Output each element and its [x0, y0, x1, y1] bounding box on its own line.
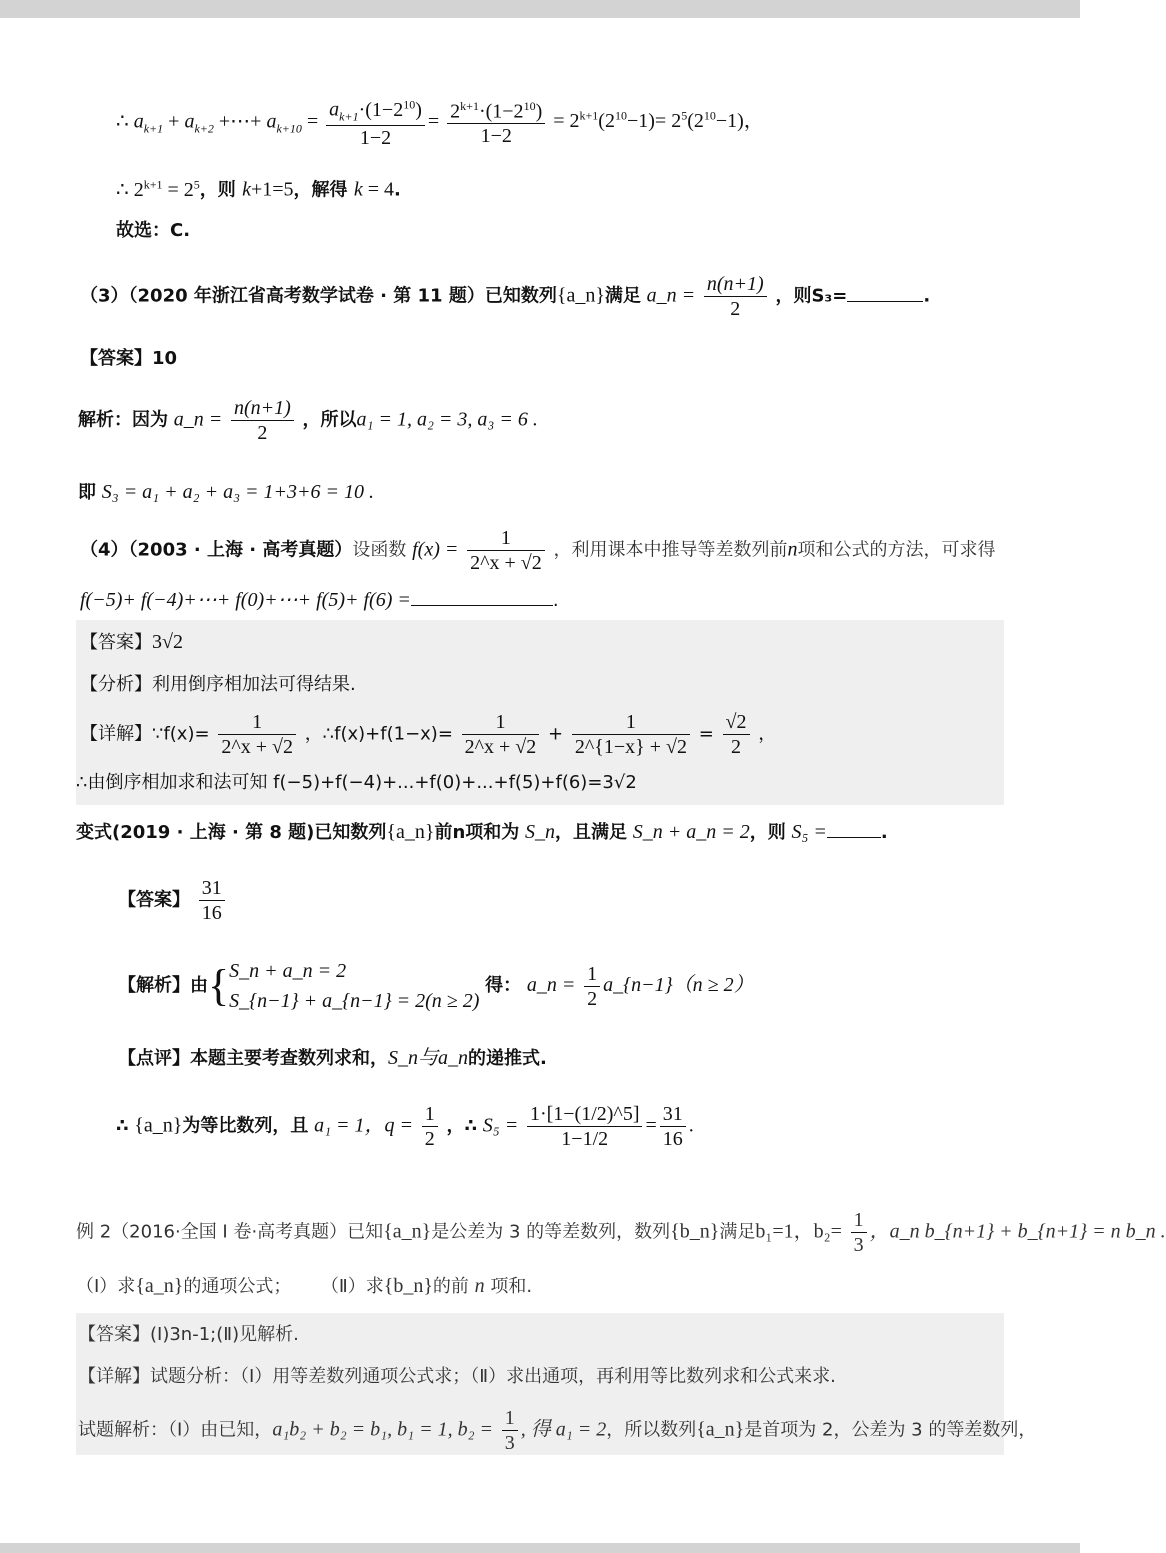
q4-answer: 【答案】3√2: [80, 631, 183, 653]
q3-answer: 【答案】10: [80, 348, 178, 369]
q3-analysis: 解析：因为 a_n = $\frac{n(n+1)}{2}$ ，所以a₁ = 1, a₂ = 3, a₃ = 6 .: [78, 397, 538, 444]
variant-answer: 【答案】 $\frac{31}{16}$: [118, 878, 228, 923]
variant-comment: 【点评】本题主要考查数列求和，S_n与a_n的递推式.: [118, 1047, 547, 1069]
variant-question: 变式(2019 · 上海 · 第 8 题)已知数列{a_n}前n项和为 S_n，且满足 S_n + a_n = 2，则 S₅ = .: [76, 821, 888, 843]
example2-question: 例 2（2016·全国 I 卷·高考真题）已知{a_n}是公差为 3 的等差数列，数列{b_n}满足b₁=1，b₂= $\frac{1}{3}$ ，a_n b_{n+1} + b_{n+1} = n b_n .: [76, 1209, 1166, 1256]
top-bar: [0, 0, 1080, 18]
k-solve-line: ∴ $2^{k+1} = 2^5$，则 k+1=5，解得 k = 4.: [116, 177, 401, 201]
q3-question: （3）（2020 年浙江省高考数学试卷 · 第 11 题）已知数列{a_n}满足 a_n = $\frac{n(n+1)}{2}$ ，则S₃= .: [80, 273, 931, 320]
q4-analysis: 【分析】利用倒序相加法可得结果.: [80, 674, 356, 695]
example2-answer: 【答案】(Ⅰ)3n-1;(Ⅱ)见解析.: [78, 1324, 299, 1345]
q4-conclusion: ∴由倒序相加求和法可知 f(−5)+f(−4)+...+f(0)+...+f(5)+f(6)=3√2: [76, 772, 637, 793]
variant-geometric: ∴ {a_n}为等比数列，且 a₁ = 1，q = $\frac{1}{2}$ ，∴ S₅ = $\frac{1\cdot[1-(1/2)\^{}5]}{1-1/2}$ = $\frac{31}{16}$ .: [116, 1103, 694, 1150]
q4-question: （4）（2003 · 上海 · 高考真题）设函数 f(x) = $\frac{1}{2\^{}x + √2}$ ，利用课本中推导等差数列前n项和公式的方法，可求得: [80, 527, 996, 574]
bottom-bar: [0, 1543, 1080, 1553]
example2-detail: 【详解】试题分析：（Ⅰ）用等差数列通项公式求；（Ⅱ）求出通项，再利用等比数列求和公式来求.: [78, 1366, 836, 1387]
q4-sum-blank: f(−5)+ f(−4)+⋯+ f(0)+⋯+ f(5)+ f(6) = .: [80, 589, 559, 611]
example2-subquestions: （Ⅰ）求{a_n}的通项公式； （Ⅱ）求{b_n}的前 n 项和.: [76, 1275, 533, 1297]
q3-sum: 即 S₃ = a₁ + a₂ + a₃ = 1+3+6 = 10 .: [78, 481, 375, 503]
example2-solution: 试题解析：（Ⅰ）由已知，a₁b₂ + b₂ = b₁, b₁ = 1, b₂ = $\frac{1}{3}$ , 得 a₁ = 2，所以数列{a_n}是首项为 2，公差为 3 的等差数列，: [78, 1407, 1037, 1454]
variant-analysis: 【解析】由{ S_n + a_n = 2 S_{n−1} + a_{n−1} = 2(n ≥ 2) 得： a_n = $\frac{1}{2}$ a_{n−1}（n ≥ 2）: [118, 960, 754, 1012]
choose-answer: 故选：C.: [116, 220, 191, 241]
sum-equation: ∴ $a_{k+1} + a_{k+2}$ +⋯+ $a_{k+10}$ = $\frac{a_{k+1}\cdot(1-2^{10})}{1-2}$ = $\frac{2^{k+1}\cdot(1-2^{10})}{1-2}$ = $2^{k+1}(2^{10}-1)= 2^5(2^{10}-1)$，: [116, 97, 764, 149]
q4-detail: 【详解】∵f(x)= $\frac{1}{2\^{}x + √2}$ ，∴f(x)+f(1−x)= $\frac{1}{2\^{}x + √2}$ + $\frac{1}{2\^{}\{1-x\} + √2}$ = $\frac{√2}{2}$ ，: [80, 711, 777, 758]
